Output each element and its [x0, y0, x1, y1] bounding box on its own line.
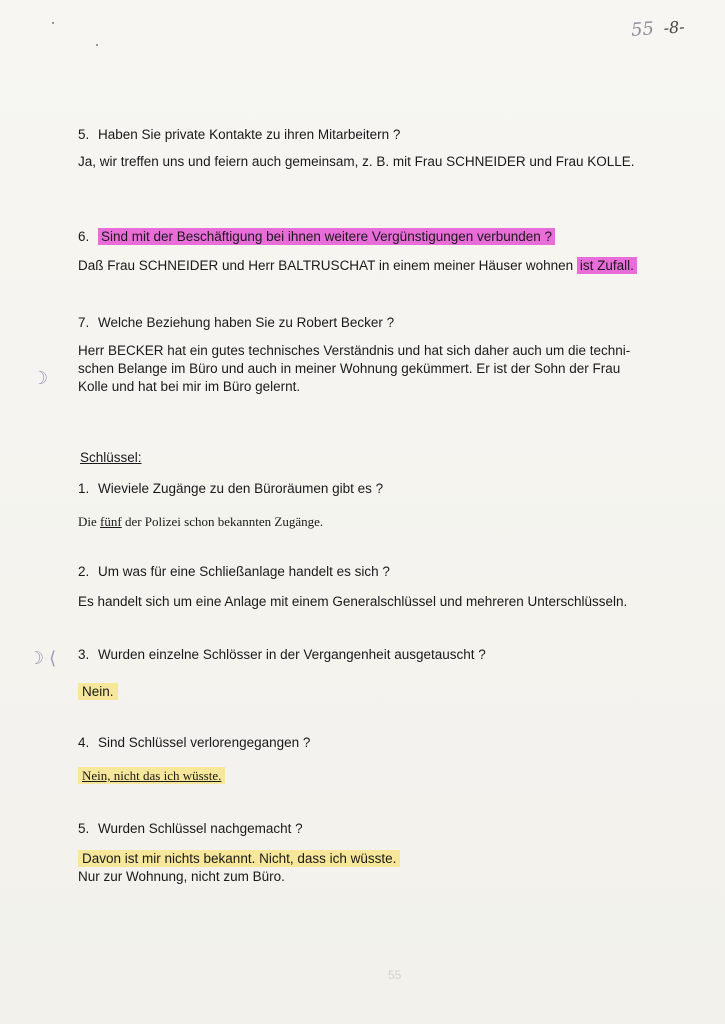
question-number: 1.	[78, 481, 90, 496]
key-question-3	[78, 646, 486, 664]
key-answer-1	[78, 513, 323, 531]
question-text: Sind Schlüssel verlorengegangen ?	[98, 735, 311, 750]
key-answer-3	[78, 683, 118, 701]
answer-7-line-3: Kolle und hat bei mir im Büro gelernt.	[78, 379, 301, 394]
highlighted-answer: Nein.	[78, 683, 118, 700]
key-question-5	[78, 820, 303, 838]
key-question-1	[78, 480, 383, 498]
key-answer-2: Es handelt sich um eine Anlage mit einem Generalschlüssel und mehreren Unterschlüsseln.	[78, 594, 628, 609]
question-text: Wurden Schlüssel nachgemacht ?	[98, 821, 303, 836]
answer-6-benefits	[78, 257, 637, 275]
highlighted-question-text: Sind mit der Beschäftigung bei ihnen weitere Vergünstigungen verbunden ?	[98, 228, 555, 245]
question-text: Haben Sie private Kontakte zu ihren Mitarbeitern ?	[98, 127, 401, 142]
page-sub-number: -8-	[663, 17, 686, 38]
question-number: 2.	[78, 564, 90, 579]
question-text: Wurden einzelne Schlösser in der Vergangenheit ausgetauscht ?	[98, 647, 486, 662]
answer-text: Die	[78, 514, 101, 529]
question-5-contacts	[78, 126, 400, 144]
question-7-becker	[78, 314, 394, 332]
key-answer-5-line-1	[78, 850, 400, 868]
highlighted-word: ist Zufall.	[577, 257, 637, 274]
answer-text: Daß Frau SCHNEIDER und Herr BALTRUSCHAT in einem meiner Häuser wohnen	[78, 258, 577, 273]
underlined-word: fünf	[100, 514, 122, 529]
margin-check-mark: ☽ ⟨	[28, 648, 57, 668]
answer-7-line-1: Herr BECKER hat ein gutes technisches Verständnis und hat sich daher auch um die techni-	[78, 343, 631, 358]
answer-7-line-2: schen Belange im Büro und auch in meiner Wohnung gekümmert. Er ist der Sohn der Frau	[78, 361, 621, 376]
question-number: 4.	[78, 735, 90, 750]
margin-mark: ☽	[32, 368, 49, 388]
question-number: 5.	[78, 821, 90, 836]
key-answer-5-line-2: Nur zur Wohnung, nicht zum Büro.	[78, 869, 285, 884]
question-text: Welche Beziehung haben Sie zu Robert Becker ?	[98, 315, 395, 330]
handwritten-number: 55	[630, 18, 656, 41]
highlighted-answer: Davon ist mir nichts bekannt. Nicht, dass ich wüsste.	[78, 850, 400, 867]
key-answer-4	[78, 767, 225, 785]
handwritten-page-number	[631, 16, 686, 41]
question-text: Wieviele Zugänge zu den Büroräumen gibt es ?	[98, 481, 384, 496]
key-question-4	[78, 734, 310, 752]
section-heading-keys: Schlüssel:	[80, 450, 142, 465]
scan-speck	[52, 22, 54, 24]
question-text: Um was für eine Schließanlage handelt es sich ?	[98, 564, 390, 579]
question-number: 6.	[78, 229, 90, 244]
key-question-2	[78, 563, 390, 581]
answer-5-contacts: Ja, wir treffen uns und feiern auch gemeinsam, z. B. mit Frau SCHNEIDER und Frau KOLLE.	[78, 154, 635, 169]
question-6-benefits	[78, 228, 555, 246]
question-number: 3.	[78, 647, 90, 662]
scan-speck	[96, 44, 98, 46]
question-number: 7.	[78, 315, 90, 330]
question-number: 5.	[78, 127, 90, 142]
highlighted-answer: Nein, nicht das ich wüsste.	[78, 767, 225, 784]
faint-page-number: 55	[388, 968, 402, 982]
answer-text: der Polizei schon bekannten Zugänge.	[121, 514, 324, 529]
